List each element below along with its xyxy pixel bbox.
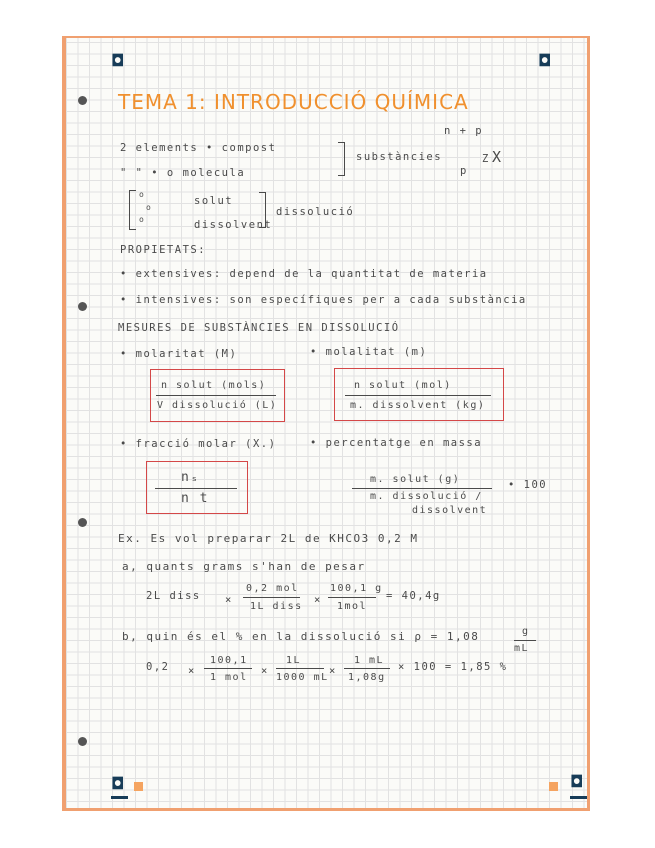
- example-statement: Ex. Es vol preparar 2L de KHCO3 0,2 M: [118, 532, 419, 545]
- intro-brace-label: substàncies: [356, 151, 443, 163]
- molalitat-item: • molalitat (m): [310, 346, 428, 358]
- fraction-line: [328, 597, 376, 598]
- corner-square-icon: [134, 782, 143, 791]
- calc-b-f1-den: 1 mol: [210, 672, 248, 683]
- propietats-heading: PROPIETATS:: [120, 244, 207, 256]
- corner-bar-icon: [111, 796, 128, 799]
- binder-hole: [78, 737, 87, 746]
- binder-hole: [78, 518, 87, 527]
- notation-x: X: [492, 148, 503, 166]
- times-sign: ×: [329, 665, 337, 677]
- percentatge-denominator-2: dissolvent: [412, 505, 488, 516]
- fraccio-molar-item: • fracció molar (X.): [120, 438, 277, 450]
- page-title: TEMA 1: INTRODUCCIÓ QUÍMICA: [118, 90, 469, 114]
- calc-b-f2-den: 1000 mL: [276, 672, 329, 683]
- binder-hole: [78, 302, 87, 311]
- calc-b-f3-num: 1 mL: [354, 655, 385, 666]
- extensives-item: • extensives: depend de la quantitat de materia: [120, 268, 488, 280]
- calc-a-f2-num: 100,1 g: [330, 583, 383, 594]
- binder-hole: [78, 96, 87, 105]
- intro-line-2: " " • o molecula: [120, 167, 246, 179]
- molalitat-numerator: n solut (mol): [354, 380, 452, 391]
- particle-o: o: [139, 190, 146, 199]
- fraction-line: [344, 668, 390, 669]
- percentatge-denominator-1: m. dissolució /: [370, 491, 483, 502]
- times-sign: ×: [314, 594, 322, 606]
- fraction-line: [204, 668, 252, 669]
- calc-b-f3-den: 1,08g: [348, 672, 386, 683]
- molaritat-item: • molaritat (M): [120, 348, 238, 360]
- intro-brace: [338, 142, 345, 176]
- corner-marker-icon: ◘: [111, 51, 125, 70]
- dissolucio-label: dissolució: [276, 206, 355, 218]
- notation-z: Z: [482, 153, 490, 165]
- corner-marker-icon: ◘: [538, 51, 552, 70]
- particle-o: o: [146, 203, 153, 212]
- dissolvent-label: dissolvent: [194, 219, 273, 231]
- calc-a-f2-den: 1mol: [337, 601, 368, 612]
- question-a: a, quants grams s'han de pesar: [122, 560, 366, 573]
- intro-line-1: 2 elements • compost: [120, 142, 277, 154]
- fraction-line: [156, 395, 276, 396]
- times-sign: ×: [261, 665, 269, 677]
- dissolucio-brace: [259, 192, 266, 228]
- times-sign: ×: [225, 594, 233, 606]
- calc-a-lead: 2L diss: [146, 590, 201, 602]
- fraction-line: [514, 640, 536, 641]
- calc-a-f1-den: 1L diss: [250, 601, 303, 612]
- fraction-line: [155, 488, 237, 489]
- molaritat-numerator: n solut (mols): [161, 380, 267, 391]
- corner-marker-icon: ◘: [570, 772, 584, 791]
- density-unit-num: g: [522, 626, 530, 637]
- calc-a-result: = 40,4g: [386, 590, 441, 602]
- corner-marker-icon: ◘: [111, 774, 125, 793]
- percentatge-numerator: m. solut (g): [370, 474, 461, 485]
- notation-np: n + p: [444, 125, 484, 137]
- fraccio-denominator: n t: [181, 491, 209, 506]
- corner-square-icon: [549, 782, 558, 791]
- calc-b-f1-num: 100,1: [210, 655, 248, 666]
- fraction-line: [243, 597, 300, 598]
- percentatge-item: • percentatge en massa: [310, 437, 483, 449]
- calc-b-lead: 0,2: [146, 661, 170, 673]
- corner-bar-icon: [570, 796, 587, 799]
- times-sign: ×: [188, 665, 196, 677]
- fraction-line: [345, 395, 491, 396]
- density-unit-den: mL: [514, 643, 530, 654]
- calc-b-f2-num: 1L: [286, 655, 302, 666]
- percentatge-times-100: • 100: [508, 479, 548, 491]
- calc-a-f1-num: 0,2 mol: [246, 583, 299, 594]
- intensives-item: • intensives: son específiques per a cada substància: [120, 294, 527, 306]
- solut-label: solut: [194, 195, 234, 207]
- mesures-heading: MESURES DE SUBSTÀNCIES EN DISSOLUCIÓ: [118, 322, 400, 334]
- fraccio-numerator: nₛ: [181, 470, 200, 485]
- calc-b-result: × 100 = 1,85 %: [398, 661, 508, 673]
- fraction-line: [352, 488, 492, 489]
- notation-p: p: [460, 165, 468, 177]
- particle-o: o: [139, 215, 146, 224]
- fraction-line: [276, 668, 324, 669]
- mixture-bracket: [129, 190, 136, 230]
- molaritat-denominator: V dissolució (L): [157, 400, 278, 411]
- molalitat-denominator: m. dissolvent (kg): [350, 400, 486, 411]
- question-b: b, quin és el % en la dissolució si ρ = 1,08: [122, 630, 480, 643]
